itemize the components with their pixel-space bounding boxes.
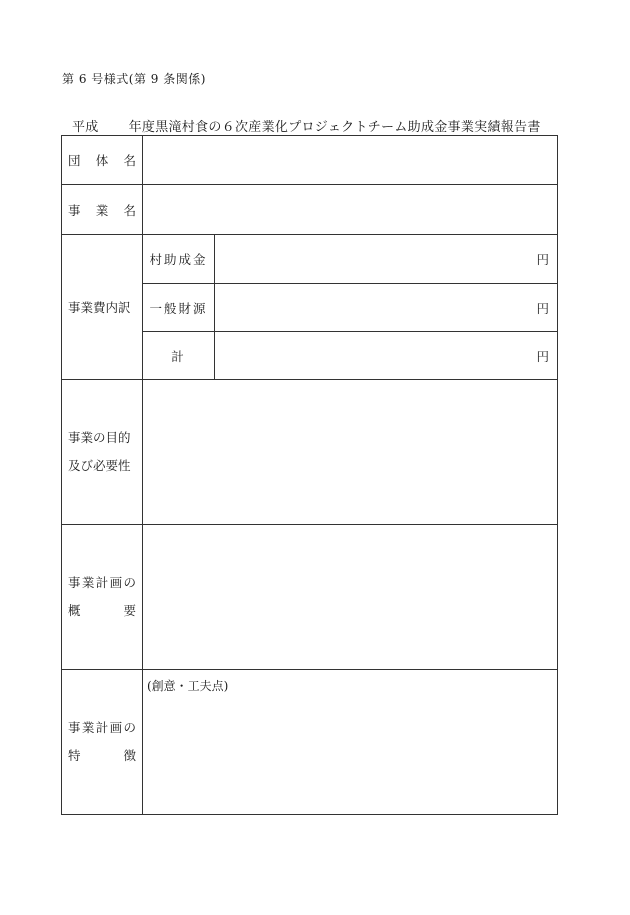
row-purpose [62,380,558,525]
total-label: 計 [143,332,215,380]
title-era: 平成 [72,120,99,135]
report-table [61,135,558,815]
purpose-label [62,380,143,525]
features-label [62,670,143,815]
general-fund-amount-field[interactable] [215,284,558,332]
general-fund-label: 一般財源 [143,284,215,332]
purpose-label-line2: 及び必要性 [68,458,131,473]
row-project [62,185,558,235]
total-unit: 円 [536,348,549,364]
row-breakdown-subsidy [62,235,558,284]
title-text: 年度黒滝村食の６次産業化プロジェクトチーム助成金事業実績報告書 [128,120,541,135]
subsidy-label: 村助成金 [143,235,215,284]
organization-label: 団 体 名 [62,136,143,185]
features-value-field[interactable] [143,670,558,815]
total-amount-field[interactable] [215,332,558,380]
project-value-field[interactable] [143,185,558,235]
organization-value-field[interactable] [143,136,558,185]
row-features [62,670,558,815]
general-fund-unit: 円 [536,300,549,316]
purpose-value-field[interactable] [143,380,558,525]
features-label-line2: 特 徴 [68,748,136,763]
overview-value-field[interactable] [143,525,558,670]
form-number: 第 6 号様式(第 9 条関係) [62,72,206,86]
overview-label-line1: 事 業 計 画 の [68,575,136,590]
row-organization [62,136,558,185]
overview-label [62,525,143,670]
subsidy-amount-field[interactable] [215,235,558,284]
project-label: 事 業 名 [62,185,143,235]
breakdown-label: 事業費内訳 [62,235,143,380]
features-note: (創意・工夫点) [147,679,229,693]
purpose-label-line1: 事業の目的 [68,430,131,445]
report-title [72,116,541,135]
overview-label-line2: 概 要 [68,603,136,618]
features-label-line1: 事 業 計 画 の [68,720,136,735]
row-overview [62,525,558,670]
subsidy-unit: 円 [536,252,549,267]
